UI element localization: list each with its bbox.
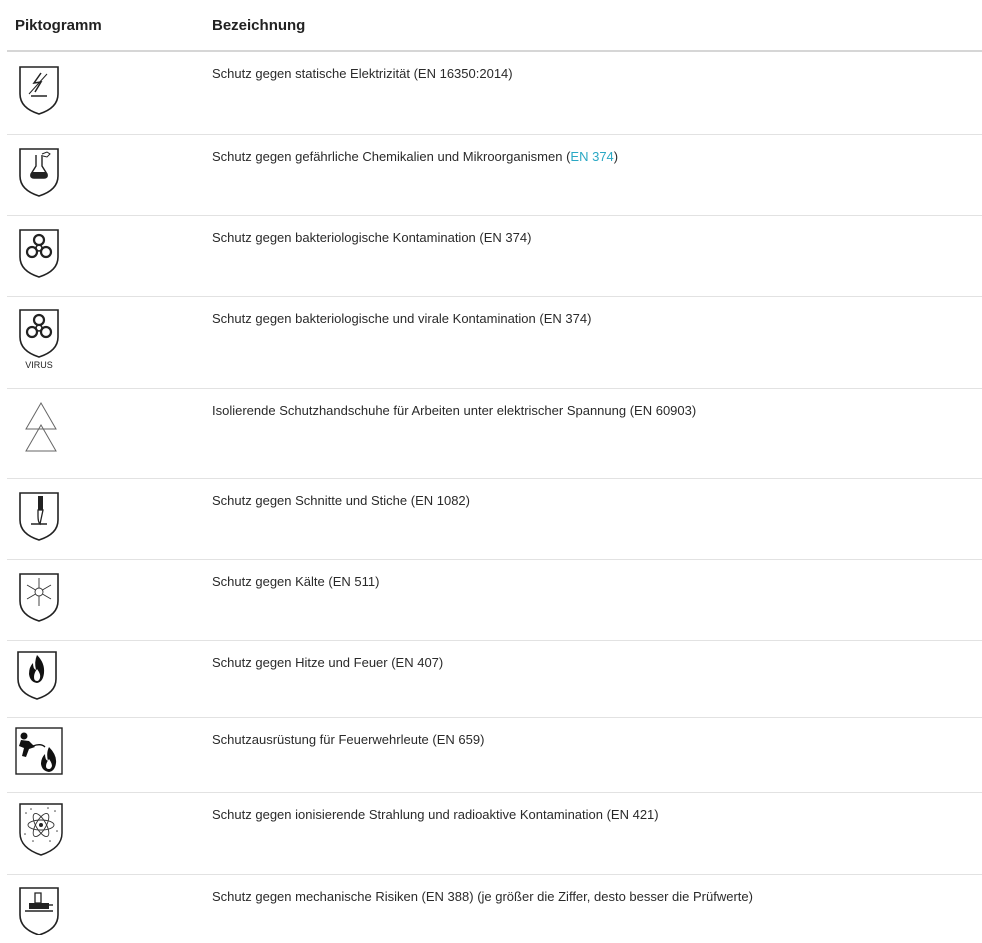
snowflake-shield-icon [17,571,204,623]
description-cell: Schutzausrüstung für Feuerwehrleute (EN 659) [204,717,982,792]
table-row [7,388,982,478]
table-row [7,215,982,296]
pictogram-cell [7,134,204,215]
description-cell [204,134,982,215]
pictogram-cell [7,717,204,792]
description-cell: Schutz gegen Schnitte und Stiche (EN 1082) [204,478,982,559]
biohazard-virus-shield-icon [17,307,204,371]
pictogram-cell [7,874,204,940]
table-header-row [7,0,982,51]
static-electricity-shield-icon [17,64,204,116]
pictogram-cell [7,640,204,717]
pictogram-cell [7,792,204,874]
pictogram-cell [7,296,204,388]
description-cell: Schutz gegen mechanische Risiken (EN 388) (je größer die Ziffer, desto besser die Prüfwerte) [212,888,753,904]
description-cell: Schutz gegen bakteriologische und virale Kontamination (EN 374) [204,296,982,388]
table-row [7,792,982,874]
pictogram-table-wrapper [7,0,982,940]
double-triangle-icon [23,401,204,453]
flame-shield-icon [15,649,204,701]
pictogram-cell [7,559,204,640]
description-cell: Schutz gegen bakteriologische Kontamination (EN 374) [204,215,982,296]
pictogram-cell [7,51,204,134]
table-row [7,717,982,792]
table-row [7,478,982,559]
column-header-pictogram: Piktogramm [7,0,204,51]
description-text: ) [613,148,619,164]
radiation-shield-icon [17,801,204,857]
description-cell: Schutz gegen ionisierende Strahlung und radioaktive Kontamination (EN 421) [204,792,982,874]
pictogram-cell [7,478,204,559]
table-row [7,874,982,940]
description-cell: Schutz gegen Kälte (EN 511) [204,559,982,640]
description-text: Schutz gegen gefährliche Chemikalien und Mikroorganismen ( [212,148,571,164]
table-row [7,296,982,388]
description-cell: Schutz gegen statische Elektrizität (EN 16350:2014) [204,51,982,134]
hammer-shield-icon [17,885,204,935]
table-row [7,134,982,215]
chemical-flask-shield-icon [17,146,204,198]
pictogram-cell [7,388,204,478]
knife-shield-icon [17,490,204,542]
biohazard-shield-icon [17,227,204,279]
en-374-link[interactable]: EN 374 [570,148,614,164]
column-header-description: Bezeichnung [204,0,982,51]
pictogram-cell [7,215,204,296]
pictogram-table [7,0,982,940]
table-row [7,51,982,134]
virus-caption: VIRUS [25,359,53,370]
table-row [7,640,982,717]
description-cell: Schutz gegen Hitze und Feuer (EN 407) [204,640,982,717]
table-row [7,559,982,640]
description-cell: Isolierende Schutzhandschuhe für Arbeiten unter elektrischer Spannung (EN 60903) [204,388,982,478]
firefighter-icon [15,727,204,775]
